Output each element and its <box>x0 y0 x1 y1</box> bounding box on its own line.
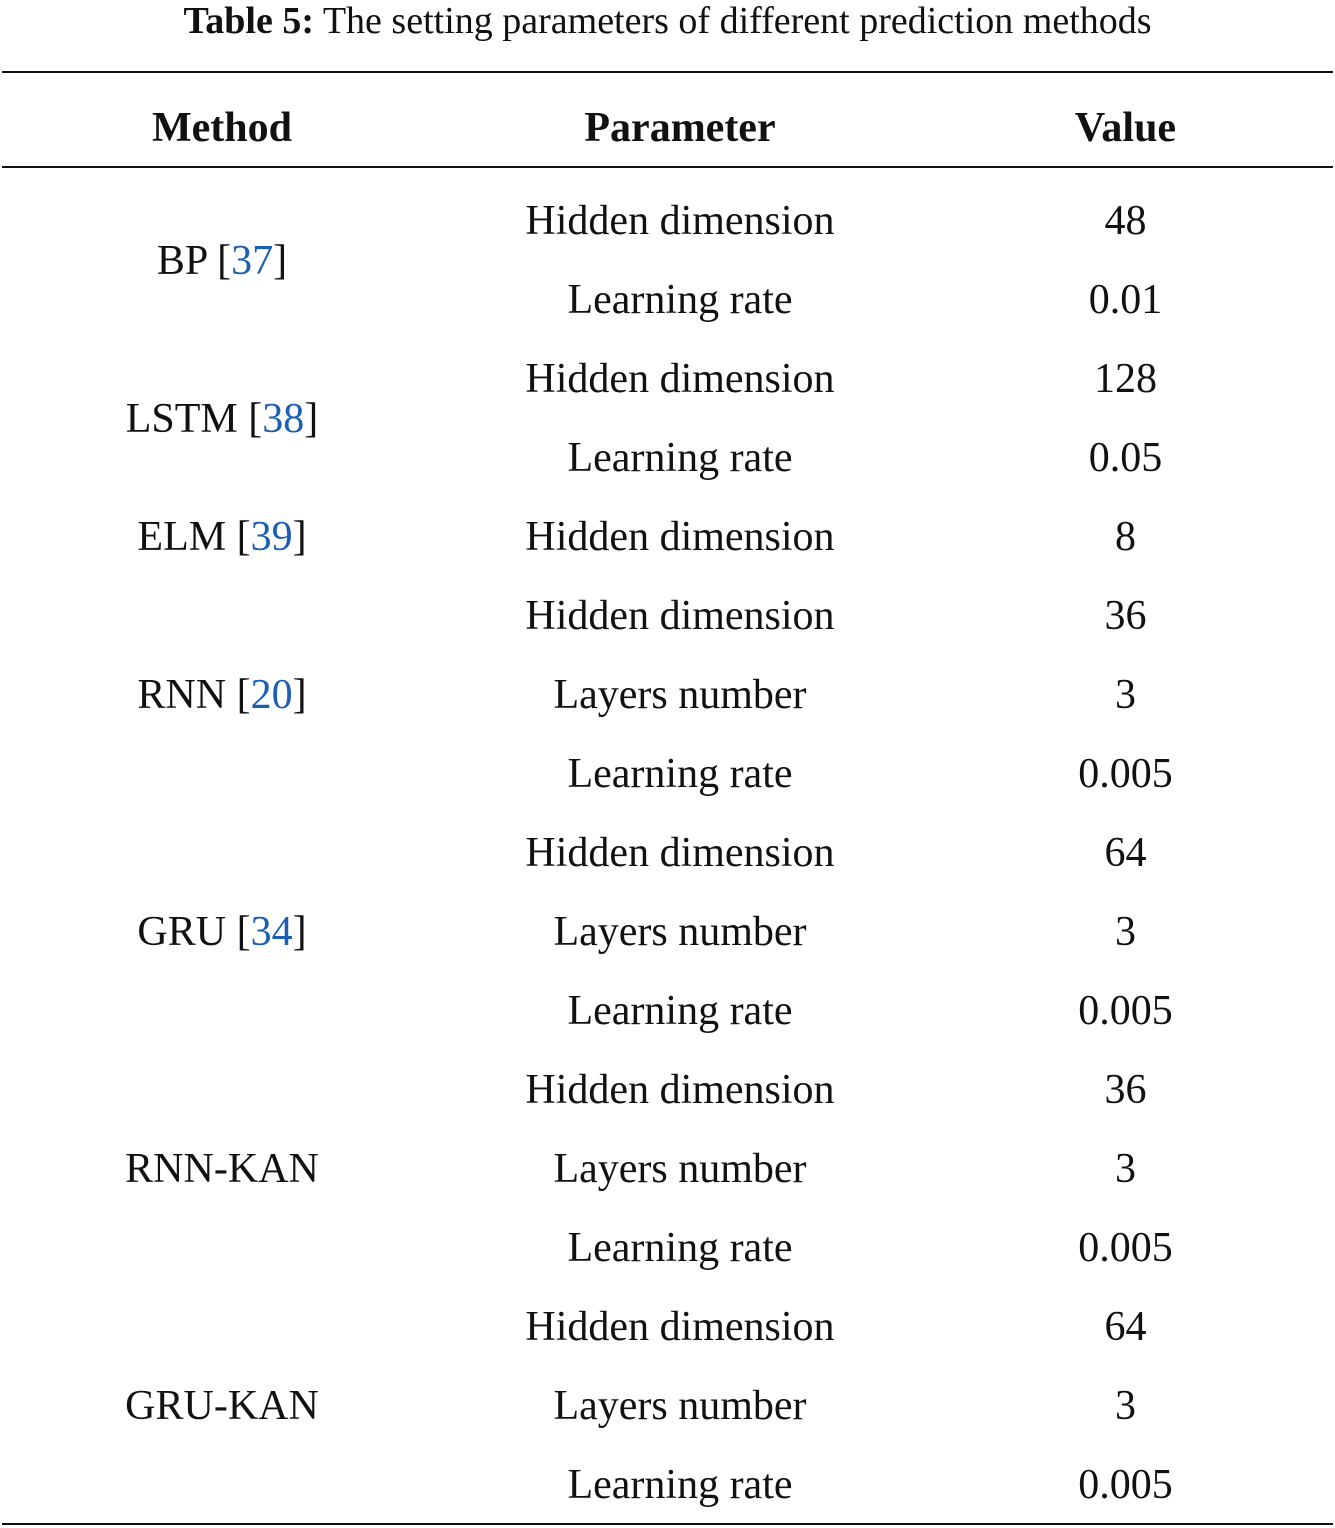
method-cell <box>2 1376 442 1436</box>
parameter-cell: Learning rate <box>567 1225 793 1271</box>
method-name: ELM <box>137 514 227 560</box>
citation-link[interactable]: 39 <box>250 514 293 560</box>
parameter-cell: Learning rate <box>567 435 793 481</box>
value-cell: 3 <box>1115 1383 1136 1429</box>
value-cell: 0.05 <box>1088 435 1163 481</box>
caption-label: Table 5: <box>183 0 315 42</box>
value-cell: 0.01 <box>1088 277 1163 323</box>
method-cell: GRU [34] <box>137 909 307 955</box>
citation-link[interactable]: 34 <box>250 909 293 955</box>
citation-link[interactable]: 38 <box>262 395 305 442</box>
header-method: Method <box>152 105 292 151</box>
method-name: RNN <box>137 672 227 718</box>
parameter-cell: Learning rate <box>567 1462 793 1508</box>
parameter-cell: Hidden dimension <box>525 356 835 402</box>
value-cell: 64 <box>1104 830 1147 876</box>
parameter-cell: Learning rate <box>567 277 793 323</box>
method-cell: LSTM [38] <box>125 395 319 442</box>
table-caption <box>0 0 1335 42</box>
method-name: LSTM <box>125 395 238 442</box>
parameter-cell: Layers number <box>553 909 807 955</box>
header-value: Value <box>1074 105 1177 151</box>
method-cell: RNN [20] <box>137 672 307 718</box>
value-cell: 0.005 <box>1078 988 1173 1034</box>
value-cell: 128 <box>1094 356 1157 402</box>
citation-link[interactable]: 37 <box>231 237 274 284</box>
value-cell: 3 <box>1115 1146 1136 1192</box>
parameter-cell: Layers number <box>553 1383 807 1429</box>
parameter-cell: Learning rate <box>567 751 793 797</box>
parameter-cell: Hidden dimension <box>525 593 835 639</box>
parameter-cell: Hidden dimension <box>525 1067 835 1113</box>
bottom-rule <box>2 1523 1333 1525</box>
parameter-cell: Hidden dimension <box>525 830 835 876</box>
value-cell: 3 <box>1115 672 1136 718</box>
top-rule <box>2 71 1333 73</box>
value-cell: 0.005 <box>1078 1225 1173 1271</box>
citation-link[interactable]: 20 <box>250 672 293 718</box>
parameter-cell: Hidden dimension <box>525 514 835 560</box>
method-name: BP <box>156 237 207 284</box>
value-cell: 0.005 <box>1078 751 1173 797</box>
value-cell: 48 <box>1104 198 1147 244</box>
value-cell: 36 <box>1104 1067 1147 1113</box>
parameter-cell: Layers number <box>553 672 807 718</box>
header-rule <box>2 166 1333 168</box>
method-name: GRU-KAN <box>125 1383 319 1429</box>
parameter-cell: Layers number <box>553 1146 807 1192</box>
caption-text: The setting parameters of different prediction methods <box>322 0 1152 42</box>
value-cell: 3 <box>1115 909 1136 955</box>
value-cell: 0.005 <box>1078 1462 1173 1508</box>
method-cell: BP [37] <box>156 237 288 284</box>
method-cell <box>2 1139 442 1199</box>
method-cell: ELM [39] <box>137 514 307 560</box>
method-name: RNN-KAN <box>125 1146 319 1192</box>
parameter-cell: Hidden dimension <box>525 1304 835 1350</box>
parameter-cell: Learning rate <box>567 988 793 1034</box>
value-cell: 36 <box>1104 593 1147 639</box>
method-name: GRU <box>137 909 227 955</box>
value-cell: 64 <box>1104 1304 1147 1350</box>
header-parameter: Parameter <box>584 105 776 151</box>
parameter-cell: Hidden dimension <box>525 198 835 244</box>
value-cell: 8 <box>1115 514 1136 560</box>
